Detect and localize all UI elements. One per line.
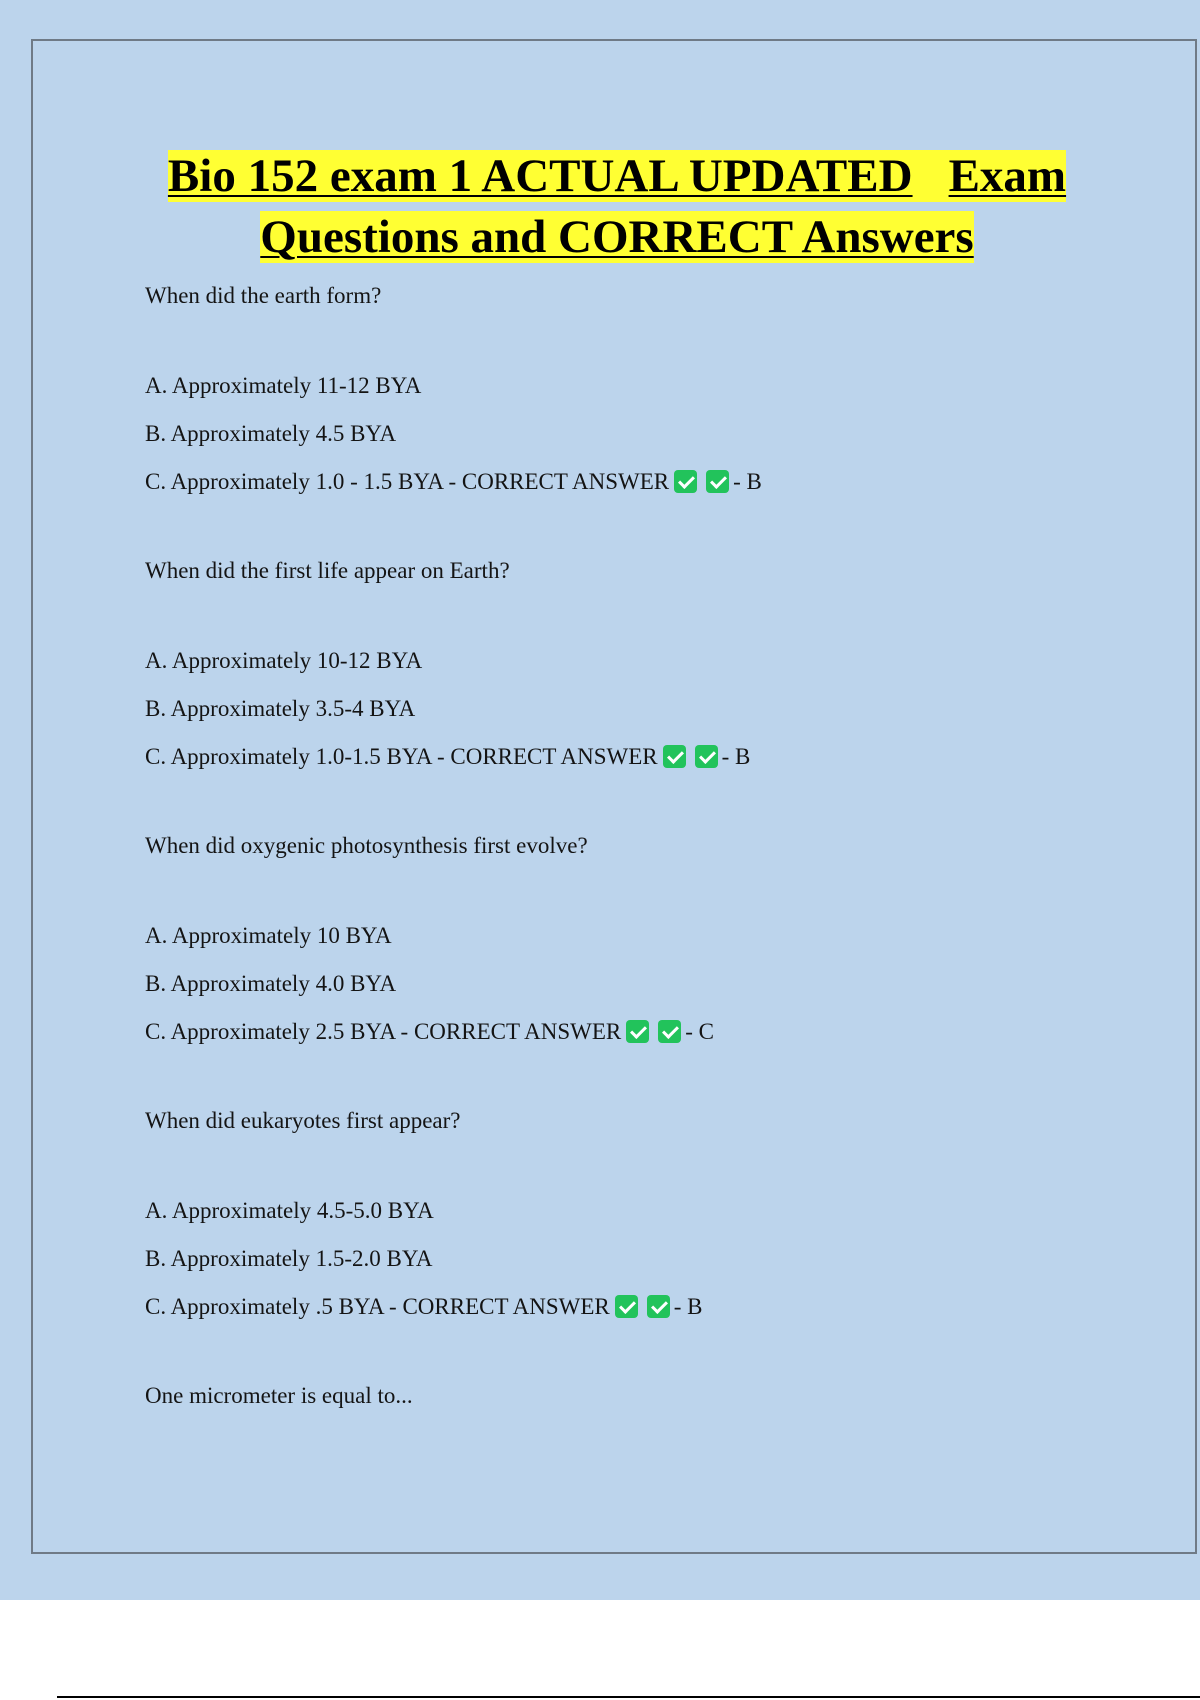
question-text: One micrometer is equal to... xyxy=(145,1383,413,1408)
title-line-1: Bio 152 exam 1 ACTUAL UPDATED Exam xyxy=(167,150,1067,202)
check-mark-icon xyxy=(615,1295,638,1318)
document-title xyxy=(0,146,1200,268)
question-block-3 xyxy=(145,822,1145,1056)
question-text: When did oxygenic photosynthesis first evolve? xyxy=(145,833,588,858)
answer-options xyxy=(145,637,1145,781)
check-mark-icon xyxy=(695,745,718,768)
answer-key: - B xyxy=(721,744,751,769)
option-a: A. Approximately 10 BYA xyxy=(145,923,392,948)
answer-key: - B xyxy=(733,469,762,494)
question-block-2 xyxy=(145,547,1145,781)
option-c: C. Approximately 1.0 - 1.5 BYA - CORRECT ANSWER - B xyxy=(145,469,762,494)
option-a: A. Approximately 11-12 BYA xyxy=(145,373,422,398)
footer-divider xyxy=(57,1696,1200,1698)
question-block-1 xyxy=(145,272,1145,506)
answer-options xyxy=(145,362,1145,506)
question-text: When did eukaryotes first appear? xyxy=(145,1108,461,1133)
check-mark-icon xyxy=(658,1020,681,1043)
check-mark-icon xyxy=(706,470,729,493)
question-text: When did the first life appear on Earth? xyxy=(145,558,510,583)
option-a: A. Approximately 4.5-5.0 BYA xyxy=(145,1198,434,1223)
option-b: B. Approximately 4.5 BYA xyxy=(145,421,397,446)
question-list xyxy=(145,272,1145,1420)
option-b: B. Approximately 3.5-4 BYA xyxy=(145,696,416,721)
answer-options xyxy=(145,1187,1145,1331)
answer-key: - B xyxy=(673,1294,703,1319)
option-b: B. Approximately 1.5-2.0 BYA xyxy=(145,1246,433,1271)
option-c: C. Approximately 2.5 BYA - CORRECT ANSWER - C xyxy=(145,1019,714,1044)
answer-options xyxy=(145,912,1145,1056)
option-b: B. Approximately 4.0 BYA xyxy=(145,971,397,996)
title-line-2: Questions and CORRECT Answers xyxy=(260,211,974,263)
check-mark-icon xyxy=(626,1020,649,1043)
check-mark-icon xyxy=(647,1295,670,1318)
check-mark-icon xyxy=(674,470,697,493)
option-c: C. Approximately .5 BYA - CORRECT ANSWER - B xyxy=(145,1294,703,1319)
answer-key: - C xyxy=(685,1019,714,1044)
question-block-5 xyxy=(145,1372,1145,1420)
question-block-4 xyxy=(145,1097,1145,1331)
question-text: When did the earth form? xyxy=(145,283,382,308)
check-mark-icon xyxy=(663,745,686,768)
option-c: C. Approximately 1.0-1.5 BYA - CORRECT ANSWER - B xyxy=(145,744,751,769)
option-a: A. Approximately 10-12 BYA xyxy=(145,648,423,673)
